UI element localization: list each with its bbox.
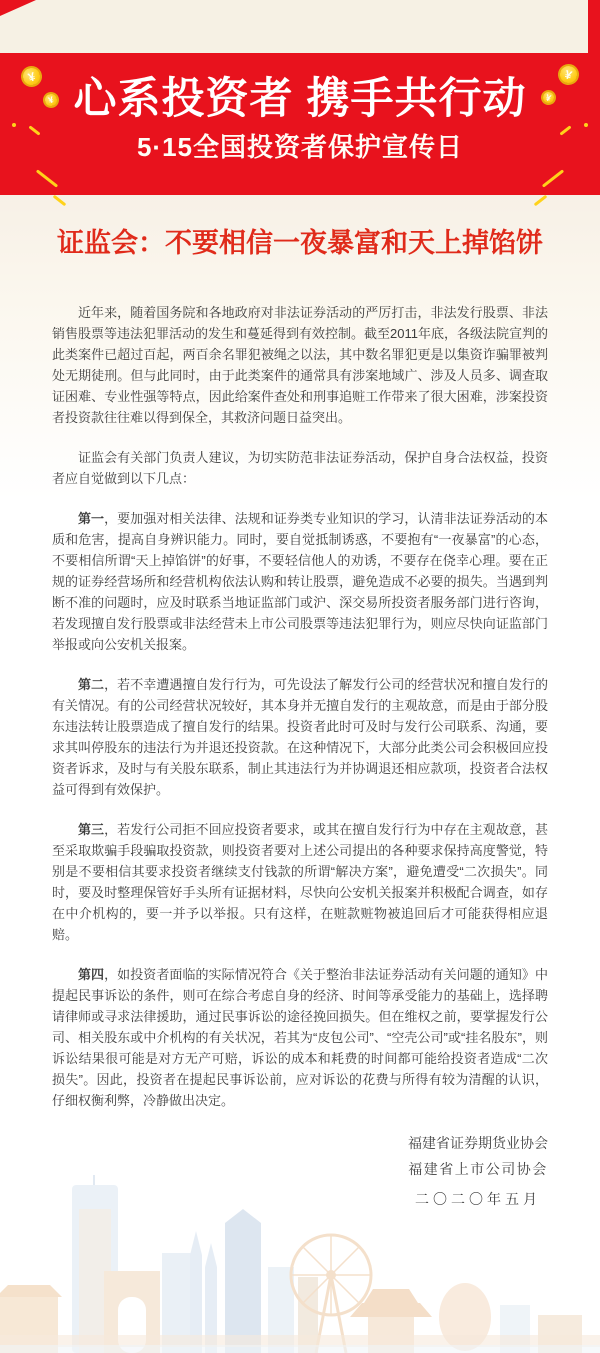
spark-dot [12, 123, 16, 127]
paragraph-lead: 第四 [78, 967, 105, 982]
spark-streak [542, 169, 564, 187]
yuan-symbol: ¥ [544, 92, 553, 103]
signature-date: 二〇二〇年五月 [415, 1191, 541, 1207]
paragraph-text: ，若发行公司拒不回应投资者要求，或其在擅自发行行为中存在主观故意，甚至采取欺骗手段骗取投资款，则投资者要对上述公司提出的各种要求保持高度警觉，特别是不要相信其要求投资者继续支付钱款的所谓“解决方案”，避免遭受“二次损失”。同时，要及时整理保管好手头所有证据材料，尽快向公安机关报案并积极配合调查，如存在中介机构的，要一并予以举报。只有这样，在赃款赃物被追回后才可能获得相应退赔。 [52, 822, 548, 942]
yuan-symbol: ¥ [26, 68, 37, 85]
article-title: 证监会：不要相信一夜暴富和天上掉馅饼 [57, 228, 543, 258]
paragraph-lead: 第三 [78, 822, 105, 837]
signature-org-2: 福建省上市公司协会 [408, 1161, 548, 1177]
article-body [0, 302, 600, 1111]
paragraph-advice-intro [52, 447, 548, 489]
corner-ribbon-top-right [588, 0, 600, 54]
paragraph-point-1 [52, 508, 548, 655]
campaign-banner [0, 53, 600, 195]
yuan-symbol: ¥ [563, 66, 574, 83]
corner-ribbon-top-left [0, 0, 36, 16]
paragraph-text: 近年来，随着国务院和各地政府对非法证券活动的严厉打击，非法发行股票、非法销售股票等违法犯罪活动的发生和蔓延得到有效控制。截至2011年底，各级法院宣判的此类案件已超过百起，两百余名罪犯被绳之以法，其中数名罪犯更是以集资诈骗罪被判处无期徒刑。但与此同时，由于此类案件的通常具有涉案地域广、涉及人员多、调查取证困难、专业性强等特点，因此给案件查处和刑事追赃工作带来了很大困难，涉案投资者投资款往往难以得到保全，其救济问题日益突出。 [52, 305, 548, 425]
banner-subtitle: 5·15全国投资者保护宣传日 [136, 132, 464, 162]
paragraph-lead: 第二 [78, 677, 105, 692]
paragraph-text: 证监会有关部门负责人建议，为切实防范非法证券活动，保护自身合法权益，投资者应自觉做到以下几点： [52, 450, 548, 486]
paragraph-text: ，要加强对相关法律、法规和证券类专业知识的学习，认清非法证券活动的本质和危害，提高自身辨识能力。同时，要自觉抵制诱惑，不要抱有“一夜暴富”的心态，不要相信所谓“天上掉馅饼”的好事，不要轻信他人的劝诱，不要存在侥幸心理。要在正规的证券经营场所和经营机构依法认购和转让股票，避免造成不必要的损失。当遇到判断不准的问题时，应及时联系当地证监部门或沪、深交易所投资者服务部门进行咨询，若发现擅自发行股票或非法经营未上市公司股票等违法犯罪行为，则应尽快向证监部门举报或向公安机关报案。 [52, 511, 548, 652]
paragraph-point-3 [52, 819, 548, 945]
yuan-symbol: ¥ [47, 94, 55, 106]
paragraph-point-4 [52, 964, 548, 1111]
paragraph-point-2 [52, 674, 548, 800]
paragraph-intro [52, 302, 548, 428]
article [0, 195, 600, 1212]
paragraph-text: ，如投资者面临的实际情况符合《关于整治非法证券活动有关问题的通知》中提起民事诉讼的条件，则可在综合考虑自身的经济、时间等承受能力的基础上，选择聘请律师或寻求法律援助，通过民事诉讼的途径挽回损失。但在维权之前，要掌握发行公司、相关股东或中介机构的有关状况，若其为“皮包公司”、“空壳公司”或“挂名股东”，则诉讼结果很可能是对方无产可赔，诉讼的成本和耗费的时间都可能给投资者造成“二次损失”。因此，投资者在提起民事诉讼前，应对诉讼的花费与所得有较为清醒的认识，仔细权衡利弊，冷静做出决定。 [52, 967, 548, 1108]
paragraph-lead: 第一 [78, 511, 105, 526]
paragraph-text: ，若不幸遭遇擅自发行行为，可先设法了解发行公司的经营状况和擅自发行的有关情况。有的公司经营状况较好，其本身并无擅自发行的主观故意，而是由于部分股东违法转让股票造成了擅自发行的结果。投资者此时可及时与发行公司联系、沟通，要求其叫停股东的违法行为并退还投资款。在这种情况下，大部分此类公司会积极回应投资者诉求，及时与有关股东联系，制止其违法行为并协调退还相应款项，投资者合法权益可得到有效保护。 [52, 677, 548, 797]
banner-title: 心系投资者 携手共行动 [73, 75, 527, 123]
spark-dot [584, 123, 588, 127]
spark-streak [36, 169, 58, 187]
city-skyline-illustration [0, 1175, 600, 1353]
signature-org-1: 福建省证券期货业协会 [408, 1135, 548, 1151]
